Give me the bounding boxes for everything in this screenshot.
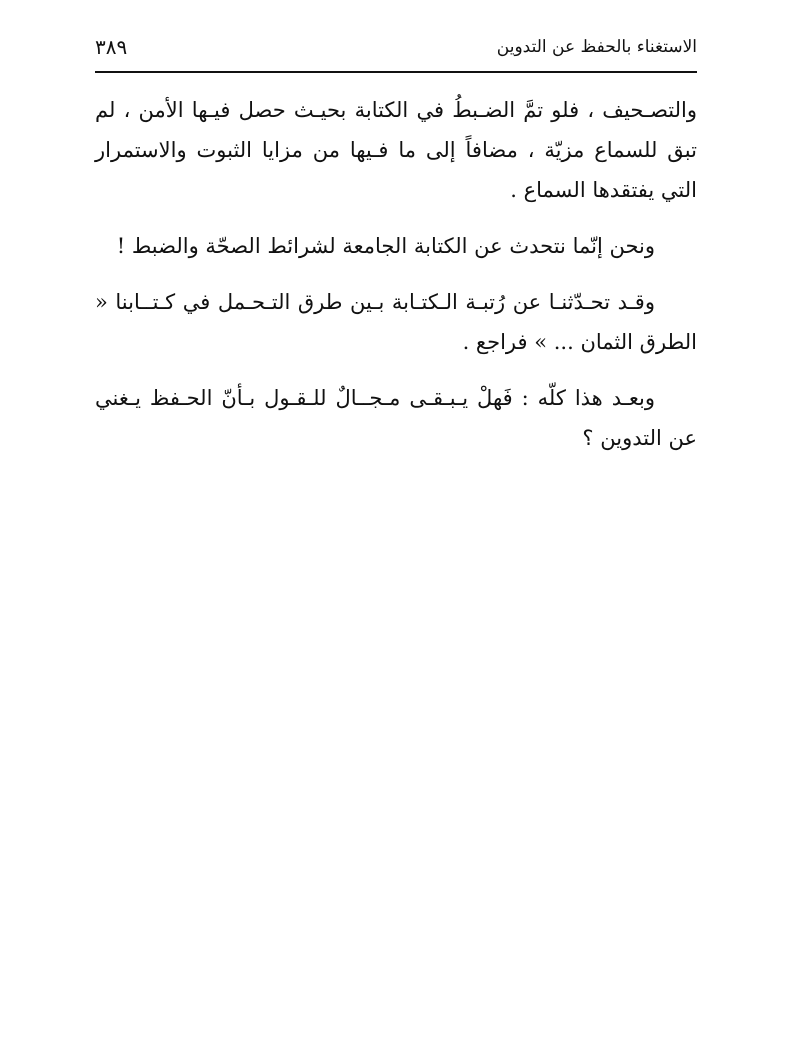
running-title: الاستغناء بالحفظ عن التدوين: [496, 37, 697, 57]
page-number: ٣٨٩: [95, 35, 128, 59]
running-header: [95, 30, 697, 64]
paragraph-rank-of-writing: وقـد تحـدّثنـا عن رُتبـة الـكتـابة بـين طرق التـحـمل في كـتــابنا « الطرق الثمان ... » فراجع .: [95, 290, 697, 354]
body-text: [95, 90, 697, 474]
paragraph-continuation: والتصـحيف ، فلو تمَّ الضـبطُ في الكتابة بحيـث حصل فيـها الأمن ، لم تبق للسماع مزيّة ، مضافاً إلى ما فـيها من مزايا الثبوت والاستمرار التي يفتقدها السماع .: [95, 98, 697, 202]
paragraph-conditions: ونحن إنّما نتحدث عن الكتابة الجامعة لشرائط الصحّة والضبط !: [116, 234, 655, 258]
header-divider: [95, 71, 697, 73]
paragraph-question: وبعـد هذا كلّه : فَهلْ يـبـقـى مـجــالٌ للـقـول بـأنّ الحـفظ يـغني عن التدوين ؟: [95, 386, 697, 450]
